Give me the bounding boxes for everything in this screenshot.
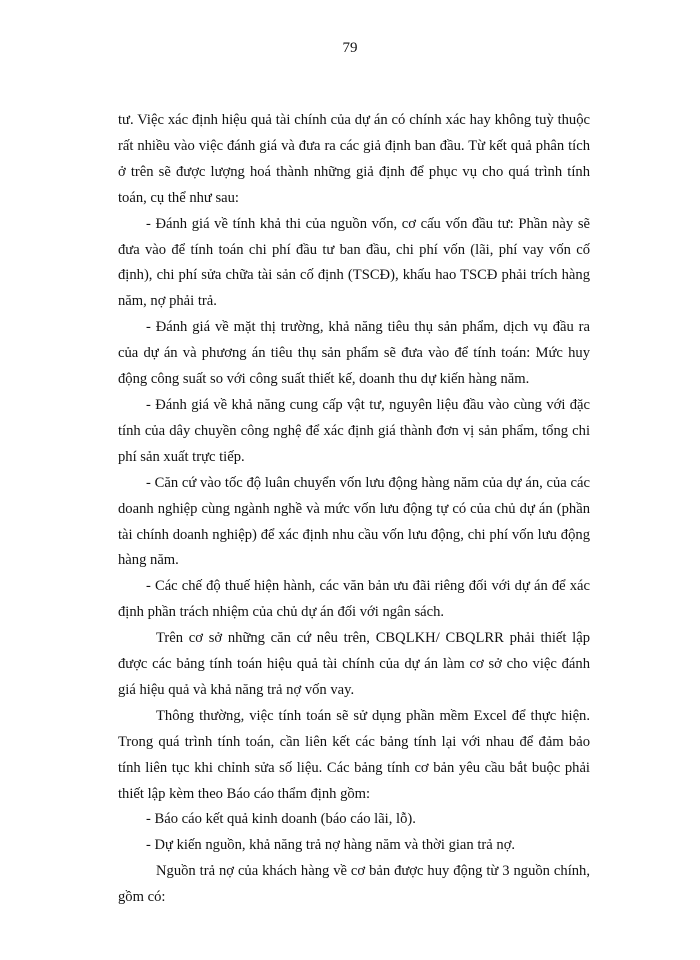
page-number: 79 (342, 40, 358, 56)
bullet-tax-regime: - Các chế độ thuế hiện hành, các văn bản ưu đãi riêng đối với dự án để xác định phần trách nhiệm của chủ dự án đối với ngân sách. (118, 578, 590, 621)
paragraph-financial-tables: Trên cơ sở những căn cứ nêu trên, CBQLKH/ CBQLRR phải thiết lập được các bảng tính toán hiệu quả tài chính của dự án làm cơ sở cho việc đánh giá hiệu quả và khả năng trả nợ vốn vay. (118, 630, 590, 698)
bullet-material-supply: - Đánh giá về khả năng cung cấp vật tư, nguyên liệu đầu vào cùng với đặc tính của dây chuyền công nghệ để xác định giá thành đơn vị sản phẩm, tổng chi phí sản xuất trực tiếp. (118, 396, 590, 465)
paragraph-repayment-sources: Nguồn trả nợ của khách hàng về cơ bản được huy động từ 3 nguồn chính, gồm có: (118, 863, 590, 906)
paragraph-intro: tư. Việc xác định hiệu quả tài chính của dự án có chính xác hay không tuỳ thuộc rất nhiều vào việc đánh giá và đưa ra các giả định ban đầu. Từ kết quả phân tích ở trên sẽ được lượng hoá thành những giả định để phục vụ cho quá trình tính toán, cụ thể như sau: (118, 112, 590, 206)
bullet-income-statement: - Báo cáo kết quả kinh doanh (báo cáo lãi, lỗ). (146, 811, 416, 828)
bullet-working-capital: - Căn cứ vào tốc độ luân chuyển vốn lưu động hàng năm của dự án, của các doanh nghiệp cùng ngành nghề và mức vốn lưu động tự có của chủ dự án (phần tài chính doanh nghiệp) để xác định nhu cầu vốn lưu động, chi phí vốn lưu động hàng năm. (118, 474, 590, 569)
paragraph-excel: Thông thường, việc tính toán sẽ sử dụng phần mềm Excel để thực hiện. Trong quá trình tính toán, cần liên kết các bảng tính lại với nhau để đảm bảo tính liên tục khi chỉnh sửa số liệu. Các bảng tính cơ bản yêu cầu bắt buộc phải thiết lập kèm theo Báo cáo thẩm định gồm: (118, 707, 590, 802)
document-body (118, 108, 590, 911)
bullet-market-assessment: - Đánh giá về mặt thị trường, khả năng tiêu thụ sản phẩm, dịch vụ đầu ra của dự án và phương án tiêu thụ sản phẩm sẽ đưa vào để tính toán: Mức huy động công suất so với công suất thiết kế, doanh thu dự kiến hàng năm. (118, 319, 590, 388)
bullet-capital-feasibility: - Đánh giá về tính khả thi của nguồn vốn, cơ cấu vốn đầu tư: Phần này sẽ đưa vào để tính toán chi phí đầu tư ban đầu, chi phí vốn (lãi, phí vay vốn cố định), chi phí sửa chữa tài sản cố định (TSCĐ), khấu hao TSCĐ phải trích hàng năm, nợ phải trả. (118, 215, 590, 310)
bullet-repayment-schedule: - Dự kiến nguồn, khả năng trả nợ hàng năm và thời gian trả nợ. (146, 837, 516, 854)
